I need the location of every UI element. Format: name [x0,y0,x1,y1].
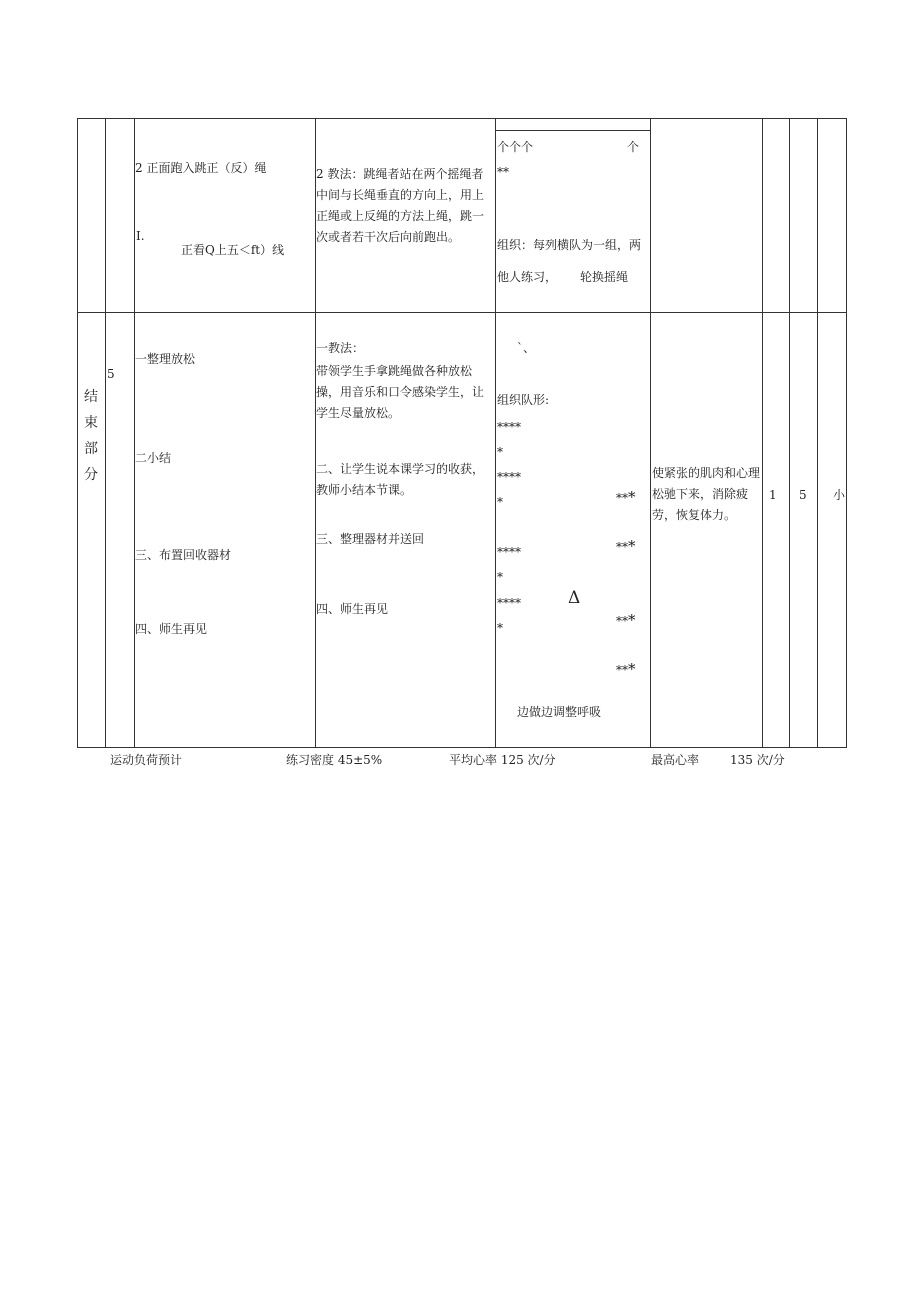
method-body: 带领学生手拿跳绳做各种放松操，用音乐和口令感染学生，让学生尽量放松。 [316,364,485,420]
content-item-2: 二小结 [135,451,172,465]
org-row-2: * [497,445,503,459]
org-marks-left: 个个个 [497,140,534,154]
org-right-1: *** [616,488,636,506]
org-marks-right: 个 [627,140,640,154]
density-value: 练习密度 45±5% [286,753,383,767]
max-heart-rate-value: 135 次/分 [730,753,785,767]
time-value: 5 [107,367,115,381]
org-text-2b: 轮换摇绳 [580,270,629,284]
content-item-2: 2 正面跑入跳正（反）绳 [135,161,267,175]
content-item-1: 一整理放松 [135,352,196,366]
org-row-1: **** [497,420,521,434]
org-row-8: * [497,621,503,635]
org-row-5: **** [497,545,521,559]
minutes-value: 5 [799,488,807,502]
method-intro: 一教法： [316,341,365,355]
section-char-1: 结 [84,389,98,405]
org-tick: ˋ、 [517,341,536,355]
method-equipment: 三、整理器材并送回 [316,532,425,546]
org-row-6: * [497,570,503,584]
method-farewell: 四、师生再见 [316,602,389,616]
org-text-1: 组织：每列横队为一组，两 [497,238,642,252]
method-summary: 二、让学生说本课学习的收获，教师小结本节课。 [316,462,485,497]
org-row-3: **** [497,470,521,484]
org-stars: ** [497,165,509,179]
intensity-value: 小 [833,488,846,502]
load-label: 运动负荷预计 [110,753,183,767]
section-char-2: 束 [84,415,98,431]
org-right-3: *** [616,611,636,629]
count-value: 1 [769,488,777,502]
content-item-3: 三、布置回收器材 [135,548,232,562]
section-char-4: 分 [84,467,98,483]
org-row-4: * [497,495,503,509]
org-row-7: **** [497,596,521,610]
section-char-3: 部 [84,441,98,457]
content-note: 正看Q上五＜ft）线 [181,243,285,257]
content-item-4: 四、师生再见 [135,622,208,636]
org-right-2: *** [616,537,636,555]
org-title: 组织队形: [497,393,550,407]
method-text: 2 教法：跳绳者站在两个摇绳者中间与长绳垂直的方向上，用上正绳或上反绳的方法上绳，跳一次或者若干次后向前跑出。 [316,167,485,244]
org-text-2a: 他人练习， [497,270,558,284]
max-heart-rate-label: 最高心率 [651,753,700,767]
teacher-triangle-icon: Δ [568,588,581,608]
org-right-4: *** [616,660,636,678]
goal-text: 使紧张的肌肉和心理松驰下来，消除疲劳，恢复体力。 [652,466,761,522]
avg-heart-rate: 平均心率 125 次/分 [449,753,556,767]
content-marker: Ⅰ. [136,229,145,243]
org-footer: 边做边调整呼吸 [517,705,602,719]
